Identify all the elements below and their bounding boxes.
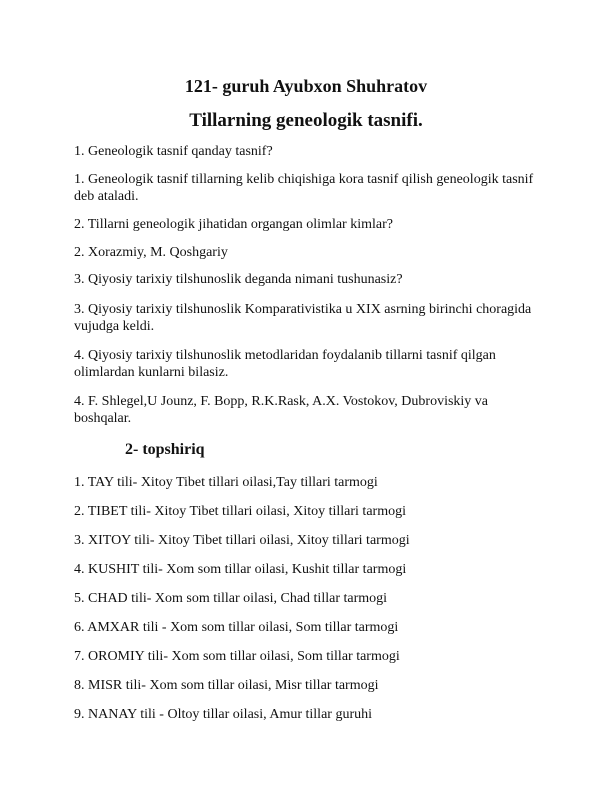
question-3: 3. Qiyosiy tarixiy tilshunoslik deganda nimani tushunasiz? — [74, 272, 403, 287]
language-item: 7. OROMIY tili- Xom som tillar oilasi, Som tillar tarmogi — [74, 649, 400, 664]
language-item: 2. TIBET tili- Xitoy Tibet tillari oilasi, Xitoy tillari tarmogi — [74, 504, 406, 519]
question-1: 1. Geneologik tasnif qanday tasnif? — [74, 144, 273, 159]
language-item: 6. AMXAR tili - Xom som tillar oilasi, Som tillar tarmogi — [74, 620, 399, 635]
answer-4: 4. F. Shlegel,U Jounz, F. Bopp, R.K.Rask, A.X. Vostokov, Dubroviskiy va boshqalar. — [74, 394, 489, 426]
document-subtitle: Tillarning geneologik tasnifi. — [189, 110, 423, 131]
document-title: 121- guruh Ayubxon Shuhratov — [184, 76, 428, 96]
language-item: 3. XITOY tili- Xitoy Tibet tillari oilasi, Xitoy tillari tarmogi — [74, 533, 410, 548]
answer-1: 1. Geneologik tasnif tillarning kelib chiqishiga kora tasnif qilish geneologik tasnif deb ataladi. — [74, 172, 534, 204]
language-item: 8. MISR tili- Xom som tillar oilasi, Misr tillar tarmogi — [74, 678, 379, 693]
section-2-title: 2- topshiriq — [125, 441, 205, 458]
answer-3: 3. Qiyosiy tarixiy tilshunoslik Komparativistika u XIX asrning birinchi choragida vujudga keldi. — [74, 302, 532, 334]
answer-2: 2. Xorazmiy, M. Qoshgariy — [74, 245, 228, 260]
question-4: 4. Qiyosiy tarixiy tilshunoslik metodlaridan foydalanib tillarni tasnif qilgan olimlardan kunlarni bilasiz. — [74, 348, 496, 380]
language-item: 9. NANAY tili - Oltoy tillar oilasi, Amur tillar guruhi — [74, 707, 372, 722]
language-item: 5. CHAD tili- Xom som tillar oilasi, Chad tillar tarmogi — [74, 591, 388, 606]
question-2: 2. Tillarni geneologik jihatidan organgan olimlar kimlar? — [74, 217, 393, 232]
language-item: 4. KUSHIT tili- Xom som tillar oilasi, Kushit tillar tarmogi — [74, 562, 407, 577]
language-item: 1. TAY tili- Xitoy Tibet tillari oilasi,Tay tillari tarmogi — [74, 475, 378, 490]
